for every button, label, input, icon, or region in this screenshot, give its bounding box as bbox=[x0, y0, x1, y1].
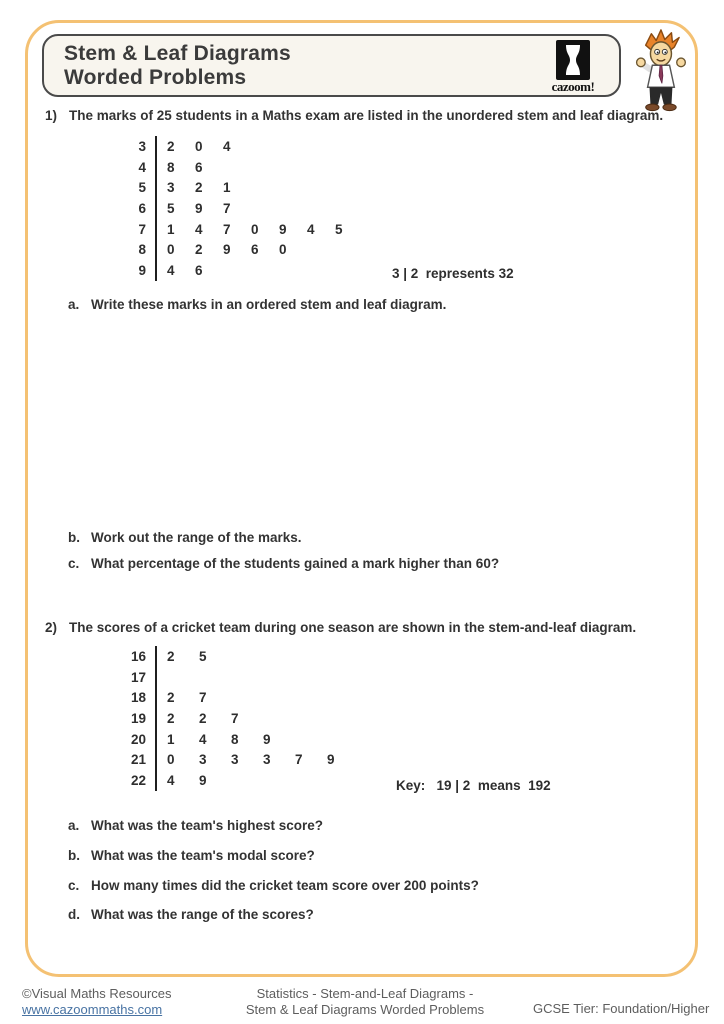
question-1a-label: a. bbox=[68, 297, 80, 312]
leaf-value: 0 bbox=[279, 242, 287, 258]
leaf-values bbox=[155, 198, 251, 219]
stem-leaf-key-1: 3 | 2 represents 32 bbox=[392, 266, 514, 281]
leaf-value: 3 bbox=[263, 752, 271, 768]
footer-website-link[interactable]: www.cazoommaths.com bbox=[22, 1002, 163, 1017]
stem-leaf-diagram-2 bbox=[124, 646, 359, 791]
stem-leaf-key-2: Key: 19 | 2 means 192 bbox=[396, 778, 551, 793]
stem-leaf-row bbox=[132, 198, 363, 219]
leaf-values bbox=[155, 157, 223, 178]
question-2d bbox=[68, 907, 688, 922]
leaf-value: 8 bbox=[167, 159, 175, 175]
stem-leaf-row bbox=[124, 770, 359, 791]
stem-value: 16 bbox=[130, 648, 146, 664]
leaf-value: 4 bbox=[167, 772, 175, 788]
leaf-value: 6 bbox=[195, 159, 203, 175]
leaf-value: 0 bbox=[251, 221, 259, 237]
question-2 bbox=[45, 620, 685, 635]
leaf-values bbox=[155, 687, 231, 708]
leaf-value: 2 bbox=[195, 180, 203, 196]
cazoom-logo bbox=[541, 39, 605, 95]
leaf-value: 6 bbox=[251, 242, 259, 258]
leaf-value: 9 bbox=[195, 200, 203, 216]
leaf-value: 7 bbox=[223, 221, 231, 237]
leaf-values bbox=[155, 646, 231, 667]
stem-leaf-diagram-1 bbox=[132, 136, 363, 281]
stem-value: 18 bbox=[130, 690, 146, 706]
stem-value: 6 bbox=[138, 200, 146, 216]
leaf-value: 3 bbox=[231, 752, 239, 768]
stem-value: 7 bbox=[138, 221, 146, 237]
question-2d-label: d. bbox=[68, 907, 80, 922]
question-2c bbox=[68, 878, 688, 893]
leaf-value: 0 bbox=[195, 138, 203, 154]
question-1c bbox=[68, 556, 688, 571]
question-1a-text: Write these marks in an ordered stem and leaf diagram. bbox=[91, 297, 447, 312]
question-2d-text: What was the range of the scores? bbox=[91, 907, 314, 922]
question-1a bbox=[68, 297, 688, 312]
stem-leaf-row bbox=[132, 219, 363, 240]
leaf-value: 2 bbox=[195, 242, 203, 258]
question-1-text: The marks of 25 students in a Maths exam are listed in the unordered stem and leaf diagram. bbox=[69, 108, 664, 123]
stem-leaf-row bbox=[132, 157, 363, 178]
leaf-value: 4 bbox=[195, 221, 203, 237]
leaf-value: 4 bbox=[199, 731, 207, 747]
stem-leaf-row bbox=[132, 136, 363, 157]
leaf-values bbox=[155, 770, 231, 791]
leaf-value: 2 bbox=[167, 648, 175, 664]
leaf-value: 4 bbox=[167, 262, 175, 278]
question-1c-label: c. bbox=[68, 556, 80, 571]
question-2-number: 2) bbox=[45, 620, 58, 635]
question-2a-label: a. bbox=[68, 818, 80, 833]
question-1b bbox=[68, 530, 688, 545]
stem-leaf-row bbox=[124, 687, 359, 708]
question-1c-text: What percentage of the students gained a mark higher than 60? bbox=[91, 556, 500, 571]
leaf-value: 1 bbox=[167, 221, 175, 237]
stem-leaf-row bbox=[132, 260, 363, 281]
question-2b-text: What was the team's modal score? bbox=[91, 848, 315, 863]
leaf-value: 8 bbox=[231, 731, 239, 747]
leaf-value: 5 bbox=[167, 200, 175, 216]
leaf-values bbox=[155, 177, 251, 198]
leaf-value: 7 bbox=[199, 690, 207, 706]
stem-value: 19 bbox=[130, 710, 146, 726]
leaf-value: 5 bbox=[199, 648, 207, 664]
leaf-values bbox=[155, 708, 263, 729]
leaf-value: 3 bbox=[199, 752, 207, 768]
leaf-value: 3 bbox=[167, 180, 175, 196]
leaf-value: 1 bbox=[167, 731, 175, 747]
header-box bbox=[42, 34, 621, 97]
stem-value: 21 bbox=[130, 752, 146, 768]
question-2-text: The scores of a cricket team during one season are shown in the stem-and-leaf diagram. bbox=[69, 620, 637, 635]
leaf-values bbox=[155, 667, 167, 688]
leaf-value: 9 bbox=[223, 242, 231, 258]
stem-leaf-row bbox=[124, 729, 359, 750]
leaf-value: 9 bbox=[279, 221, 287, 237]
leaf-value: 4 bbox=[223, 138, 231, 154]
footer-topic-line1: Statistics - Stem-and-Leaf Diagrams - bbox=[256, 986, 474, 1001]
stem-value: 22 bbox=[130, 772, 146, 788]
footer-copyright: ©Visual Maths Resources bbox=[22, 986, 172, 1001]
footer-tier: GCSE Tier: Foundation/Higher bbox=[533, 1001, 710, 1016]
cazoom-logo-text: cazoom! bbox=[551, 79, 595, 94]
question-1b-label: b. bbox=[68, 530, 80, 545]
question-1 bbox=[45, 108, 685, 123]
page-title bbox=[64, 42, 291, 90]
page-title-line2: Worded Problems bbox=[64, 66, 247, 89]
leaf-values bbox=[155, 219, 363, 240]
leaf-value: 2 bbox=[199, 710, 207, 726]
stem-leaf-row bbox=[124, 708, 359, 729]
question-2a-text: What was the team's highest score? bbox=[91, 818, 324, 833]
stem-value: 5 bbox=[138, 180, 146, 196]
leaf-value: 9 bbox=[199, 772, 207, 788]
stem-leaf-row bbox=[132, 239, 363, 260]
leaf-value: 9 bbox=[327, 752, 335, 768]
cazoom-glass-icon bbox=[555, 39, 591, 81]
leaf-value: 7 bbox=[231, 710, 239, 726]
stem-leaf-row bbox=[132, 177, 363, 198]
stem-value: 9 bbox=[138, 262, 146, 278]
stem-leaf-row bbox=[124, 646, 359, 667]
leaf-value: 5 bbox=[335, 221, 343, 237]
leaf-value: 1 bbox=[223, 180, 231, 196]
leaf-values bbox=[155, 749, 359, 770]
stem-leaf-row bbox=[124, 749, 359, 770]
leaf-value: 2 bbox=[167, 138, 175, 154]
leaf-value: 9 bbox=[263, 731, 271, 747]
leaf-value: 2 bbox=[167, 690, 175, 706]
leaf-value: 6 bbox=[195, 262, 203, 278]
leaf-values bbox=[155, 260, 223, 281]
page-title-line1: Stem & Leaf Diagrams bbox=[64, 42, 291, 65]
leaf-value: 7 bbox=[295, 752, 303, 768]
leaf-value: 7 bbox=[223, 200, 231, 216]
footer-topic bbox=[195, 986, 535, 1018]
leaf-value: 4 bbox=[307, 221, 315, 237]
question-1-number: 1) bbox=[45, 108, 58, 123]
question-2c-label: c. bbox=[68, 878, 80, 893]
question-2b-label: b. bbox=[68, 848, 80, 863]
stem-value: 17 bbox=[130, 669, 146, 685]
question-1b-text: Work out the range of the marks. bbox=[91, 530, 302, 545]
leaf-value: 0 bbox=[167, 242, 175, 258]
footer-topic-line2: Stem & Leaf Diagrams Worded Problems bbox=[245, 1002, 485, 1017]
leaf-values bbox=[155, 239, 307, 260]
stem-value: 20 bbox=[130, 731, 146, 747]
question-2a bbox=[68, 818, 688, 833]
question-2b bbox=[68, 848, 688, 863]
stem-value: 8 bbox=[138, 242, 146, 258]
stem-value: 4 bbox=[138, 159, 146, 175]
leaf-value: 2 bbox=[167, 710, 175, 726]
leaf-value: 0 bbox=[167, 752, 175, 768]
question-2c-text: How many times did the cricket team score over 200 points? bbox=[91, 878, 479, 893]
stem-leaf-row bbox=[124, 667, 359, 688]
leaf-values bbox=[155, 729, 295, 750]
stem-value: 3 bbox=[138, 138, 146, 154]
leaf-values bbox=[155, 136, 251, 157]
mascot-character-icon bbox=[620, 28, 700, 114]
footer-attribution bbox=[22, 986, 172, 1018]
